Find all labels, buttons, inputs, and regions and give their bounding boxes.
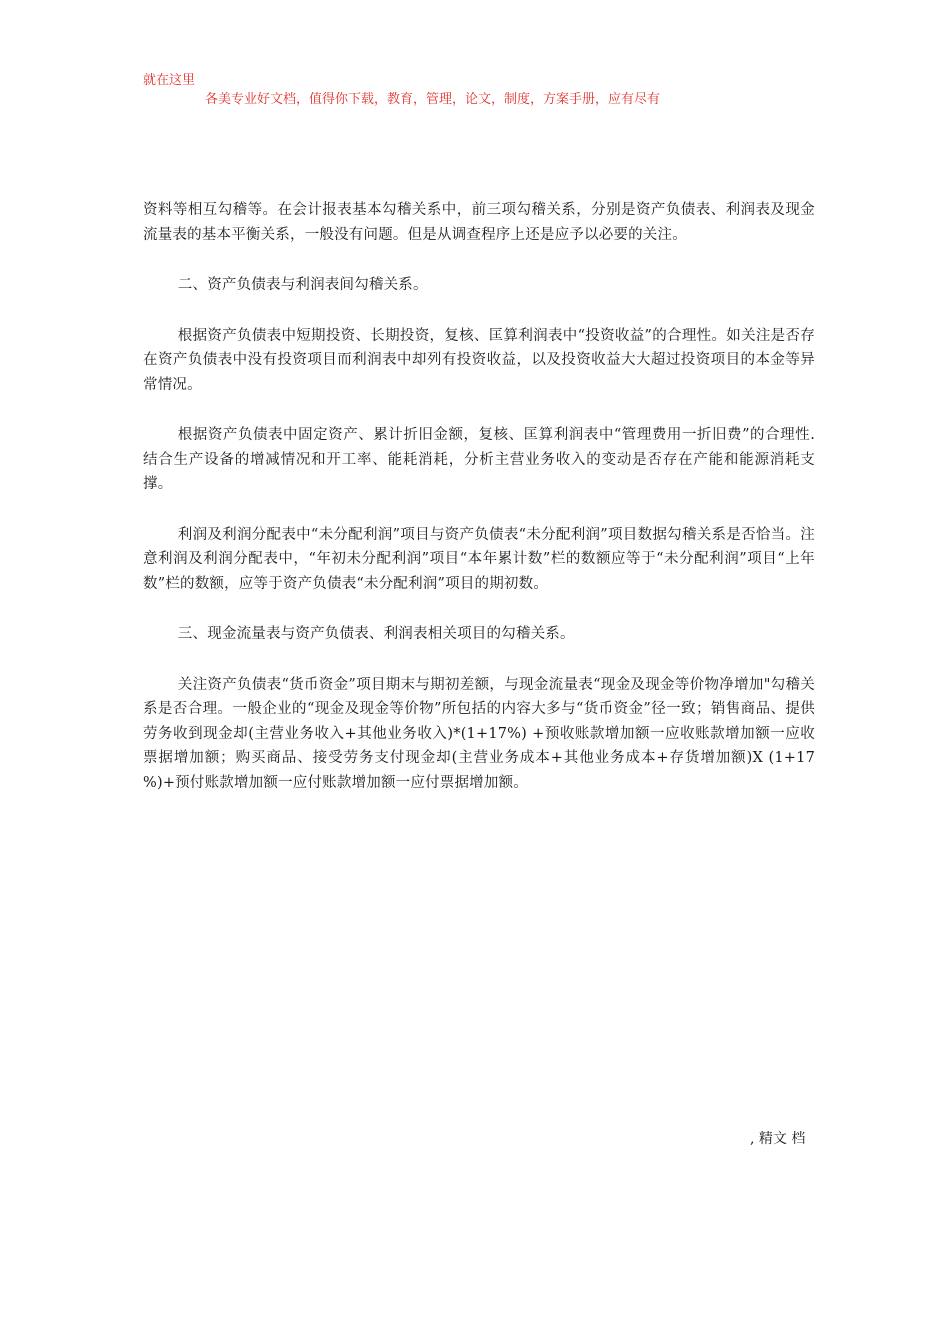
paragraph-undistributed-profit: 利润及利润分配表中“未分配利润”项目与资产负债表“未分配利润”项目数据勾稽关系是否恰当。注意利润及利润分配表中，“年初未分配利润”项目“本年累计数”栏的数额应等于“未分配利润”项目“上年数”栏的数额，应等于资产负债表“未分配利润”项目的期初数。 <box>143 526 815 592</box>
paragraph-depreciation: 根据资产负债表中固定资产、累计折旧金额，复核、匡算利润表中“管理费用一折旧费”的合理性.结合生产设备的增减情况和开工率、能耗消耗，分析主营业务收入的变动是否存在产能和能源消耗支撑。 <box>143 427 815 492</box>
paragraph-continuation: 资料等相互勾稽等。在会计报表基本勾稽关系中，前三项勾稽关系，分别是资产负债表、利润表及现金流量表的基本平衡关系，一般没有问题。但是从调查程序上还是应予以必要的关注。 <box>143 202 815 243</box>
section-heading-3: 三、现金流量表与资产负债表、利润表相关项目的勾稽关系。 <box>177 626 575 642</box>
paragraph-investment-income: 根据资产负债表中短期投资、长期投资，复核、匡算利润表中“投资收益”的合理性。如关注是否存在资产负债表中没有投资项目而利润表中却列有投资收益，以及投资收益大大超过投资项目的本金等异常情况。 <box>143 327 815 393</box>
document-body <box>143 198 815 821</box>
footer-mark: , 精文 档 <box>750 1131 806 1147</box>
header-slogan: 各美专业好文档，值得你下载，教育，管理，论文，制度，方案手册，应有尽有 <box>205 92 661 107</box>
header-tagline: 就在这里 <box>143 73 196 88</box>
paragraph-cash-flow: 关注资产负债表“货币资金”项目期末与期初差额，与现金流量表“现金及现金等价物净增加"勾稽关系是否合理。一般企业的“现金及现金等价物”所包括的内容大多与“货币资金”径一致；销售商品、提供劳务收到现金却(主营业务收入+其他业务收入)*(1+17%) +预收账款增加额一应收账款增加额一应收票据增加额；购买商品、接受劳务支付现金却(主营业务成本+其他业务成本+存货增加额)X (1+17 %)+预付账款增加额一应付账款增加额一应付票据增加额。 <box>143 676 815 791</box>
section-heading-2: 二、资产负债表与利润表间勾稽关系。 <box>177 277 428 293</box>
